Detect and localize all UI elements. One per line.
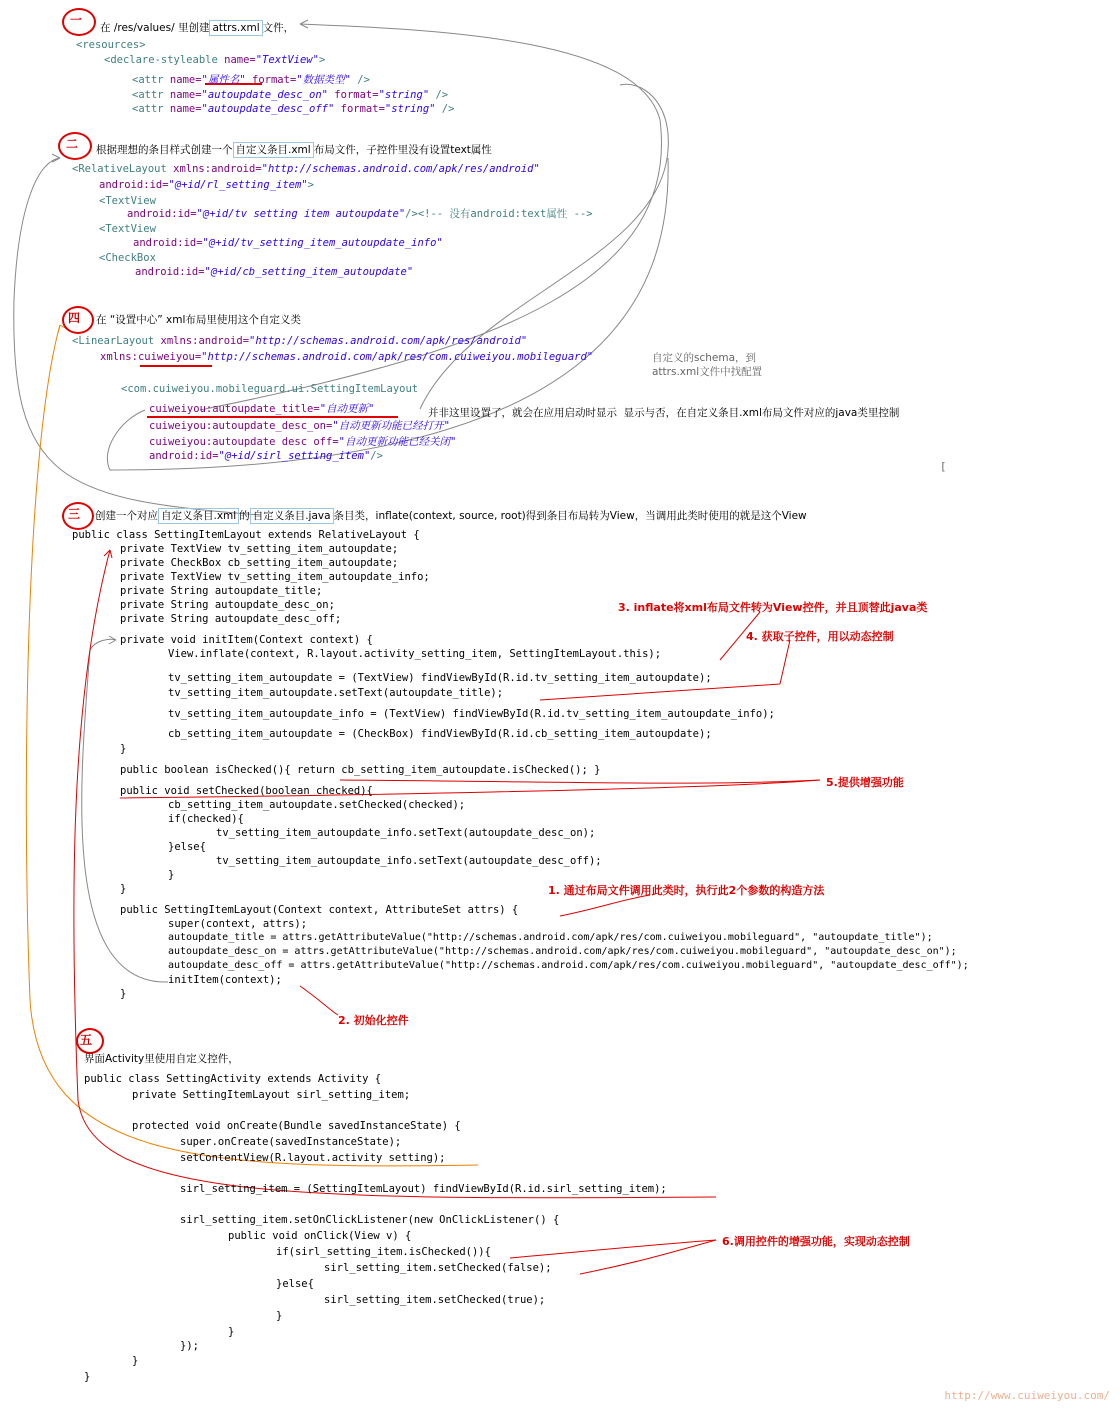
act-super: super.onCreate(savedInstanceState); (180, 1136, 402, 1148)
java-find-cb: cb_setting_item_autoupdate = (CheckBox) findViewById(R.id.cb_setting_item_autoupdate); (168, 728, 712, 740)
act-brace-3: }); (180, 1340, 199, 1352)
java-constructor-init: initItem(context); (168, 974, 282, 986)
java-constructor-decl: public SettingItemLayout(Context context, AttributeSet attrs) { (120, 904, 519, 916)
java-find-tv-info: tv_setting_item_autoupdate_info = (TextView) findViewById(R.id.tv_setting_item_autoupdate_info); (168, 708, 775, 720)
act-setcontentview: setContentView(R.layout.activity setting); (180, 1152, 446, 1164)
java-inflate: View.inflate(context, R.layout.activity_setting_item, SettingItemLayout.this); (168, 648, 662, 660)
java-setchecked-3: tv_setting_item_autoupdate_info.setText(autoupdate_desc_on); (216, 827, 596, 839)
java-find-tv: tv_setting_item_autoupdate = (TextView) findViewById(R.id.tv_setting_item_autoupdate); (168, 672, 712, 684)
act-brace-5: } (84, 1371, 91, 1383)
act-setonclick: sirl_setting_item.setOnClickListener(new OnClickListener() { (180, 1214, 560, 1226)
center-xml-line-2: xmlns:cuiweiyou="http://schemas.android.com/apk/res/com.cuiweiyou.mobileguard" (100, 351, 594, 363)
act-brace-1: } (276, 1310, 283, 1322)
java-setchecked-4: }else{ (168, 841, 206, 853)
note-2: 2. 初始化控件 (338, 1014, 409, 1027)
java-setchecked-decl: public void setChecked(boolean checked){ (120, 785, 373, 797)
java-field-6: private String autoupdate_desc_off; (120, 613, 342, 625)
act-set-true: sirl_setting_item.setChecked(true); (324, 1294, 546, 1306)
item-xml-line-3: <TextView (99, 195, 156, 207)
center-xml-line-1: <LinearLayout xmlns:android="http://schemas.android.com/apk/res/android" (72, 335, 528, 347)
step-3-heading: 创建一个对应 自定义条目.xml 的 自定义条目.java 条目类，inflate(context, source, root)得到条目布局转为View，当调用此类时使用的就是这个View (95, 510, 807, 522)
center-xml-line-3: <com.cuiweiyou.mobileguard.ui.SettingItemLayout (121, 383, 419, 395)
act-field: private SettingItemLayout sirl_setting_item; (132, 1089, 411, 1101)
center-xml-line-5: cuiweiyou:autoupdate_desc_on="自动更新功能已经打开" (149, 420, 450, 432)
step-4-badge: 四 (68, 311, 81, 325)
java-constructor-on: autoupdate_desc_on = attrs.getAttributeValue("http://schemas.android.com/apk/res/com.cuiweiyou.mobileguard", "autoupdate_desc_on"); (168, 946, 957, 957)
attrs-line-4: <attr name="autoupdate_desc_on" format="string" /> (132, 89, 449, 101)
act-oncreate-decl: protected void onCreate(Bundle savedInstanceState) { (132, 1120, 461, 1132)
java-setchecked-6: } (168, 869, 175, 881)
schema-note: 自定义的schema，到 attrs.xml文件中找配置 (652, 352, 763, 378)
step-2-badge: 二 (66, 137, 79, 151)
java-field-4: private String autoupdate_title; (120, 585, 323, 597)
java-constructor-off: autoupdate_desc_off = attrs.getAttributeValue("http://schemas.android.com/apk/res/com.cuiweiyou.mobileguard", "autoupdate_desc_off"); (168, 960, 969, 971)
java-field-1: private TextView tv_setting_item_autoupdate; (120, 543, 399, 555)
note-4: 4. 获取子控件，用以动态控制 (746, 630, 894, 643)
note-1: 1. 通过布局文件调用此类时，执行此2个参数的构造方法 (548, 884, 825, 897)
act-set-false: sirl_setting_item.setChecked(false); (324, 1262, 552, 1274)
step-2-heading: 根据理想的条目样式创建一个 自定义条目.xml 布局文件，子控件里没有设置text属性 (96, 144, 492, 156)
step-1-heading: 在 /res/values/ 里创建 attrs.xml 文件， (100, 22, 295, 34)
title-note: 并非这里设置了，就会在应用启动时显示 显示与否，在自定义条目.xml布局文件对应的java类里控制 (428, 407, 900, 419)
arrow-init-call (82, 639, 168, 982)
java-setchecked-2: if(checked){ (168, 813, 244, 825)
center-xml-line-7: android:id="@+id/sirl_setting_item"/> (149, 450, 383, 462)
act-findview: sirl_setting_item = (SettingItemLayout) findViewById(R.id.sirl_setting_item); (180, 1183, 667, 1195)
java-field-5: private String autoupdate_desc_on; (120, 599, 335, 611)
center-xml-line-6: cuiweiyou:autoupdate desc off="自动更新功能已经关闭" (149, 436, 457, 448)
java-setchecked-1: cb_setting_item_autoupdate.setChecked(checked); (168, 799, 466, 811)
attrs-line-3: <attr name="属性名" format="数据类型" /> (132, 74, 370, 86)
java-field-2: private CheckBox cb_setting_item_autoupdate; (120, 557, 399, 569)
act-if: if(sirl_setting_item.isChecked()){ (276, 1246, 491, 1258)
java-inititem-decl: private void initItem(Context context) { (120, 634, 373, 646)
note-5: 5.提供增强功能 (826, 776, 904, 789)
act-onclick: public void onClick(View v) { (228, 1230, 412, 1242)
step-4-heading: 在 “设置中心” xml布局里使用这个自定义类 (96, 314, 301, 326)
attrs-line-2: <declare-styleable name="TextView"> (104, 54, 326, 66)
stray-mark: [ (940, 461, 947, 473)
step-5-badge: 五 (80, 1033, 93, 1047)
item-xml-line-6: android:id="@+id/tv_setting_item_autoupdate_info" (133, 237, 443, 249)
java-settext-title: tv_setting_item_autoupdate.setText(autoupdate_title); (168, 687, 504, 699)
step-1-badge: 一 (70, 13, 83, 27)
java-class-decl: public class SettingItemLayout extends RelativeLayout { (72, 529, 420, 541)
act-class-decl: public class SettingActivity extends Activity { (84, 1073, 382, 1085)
java-constructor-title: autoupdate_title = attrs.getAttributeValue("http://schemas.android.com/apk/res/com.cuiweiyou.mobileguard", "autoupdate_title"); (168, 932, 933, 943)
java-ischecked: public boolean isChecked(){ return cb_setting_item_autoupdate.isChecked(); } (120, 764, 601, 776)
note-3: 3. inflate将xml布局文件转为View控件，并且顶替此java类 (618, 601, 928, 614)
step-5-heading: 界面Activity里使用自定义控件， (84, 1053, 239, 1065)
item-xml-line-1: <RelativeLayout xmlns:android="http://schemas.android.com/apk/res/android" (72, 163, 540, 175)
java-field-3: private TextView tv_setting_item_autoupdate_info; (120, 571, 430, 583)
center-xml-line-4: cuiweiyou:autoupdate_title="自动更新" (149, 403, 375, 415)
note-6: 6.调用控件的增强功能，实现动态控制 (722, 1235, 910, 1248)
attrs-line-1: <resources> (76, 39, 146, 51)
java-brace-3: } (120, 988, 127, 1000)
act-else: }else{ (276, 1278, 314, 1290)
item-xml-line-2: android:id="@+id/rl_setting_item"> (99, 179, 314, 191)
act-brace-2: } (228, 1326, 235, 1338)
java-brace-1: } (120, 743, 127, 755)
java-constructor-super: super(context, attrs); (168, 918, 308, 930)
act-brace-4: } (132, 1355, 139, 1367)
java-brace-2: } (120, 883, 127, 895)
java-setchecked-5: tv_setting_item_autoupdate_info.setText(autoupdate_desc_off); (216, 855, 602, 867)
item-xml-line-5: <TextView (99, 223, 156, 235)
item-xml-line-4: android:id="@+id/tv setting item autoupdate"/><!-- 没有android:text属性 --> (127, 208, 593, 220)
item-xml-line-8: android:id="@+id/cb_setting_item_autoupdate" (135, 266, 414, 278)
step-3-badge: 三 (68, 507, 81, 521)
item-xml-line-7: <CheckBox (99, 252, 156, 264)
watermark: http://www.cuiweiyou.com/ (944, 1389, 1110, 1402)
attrs-line-5: <attr name="autoupdate_desc_off" format="string" /> (132, 103, 455, 115)
